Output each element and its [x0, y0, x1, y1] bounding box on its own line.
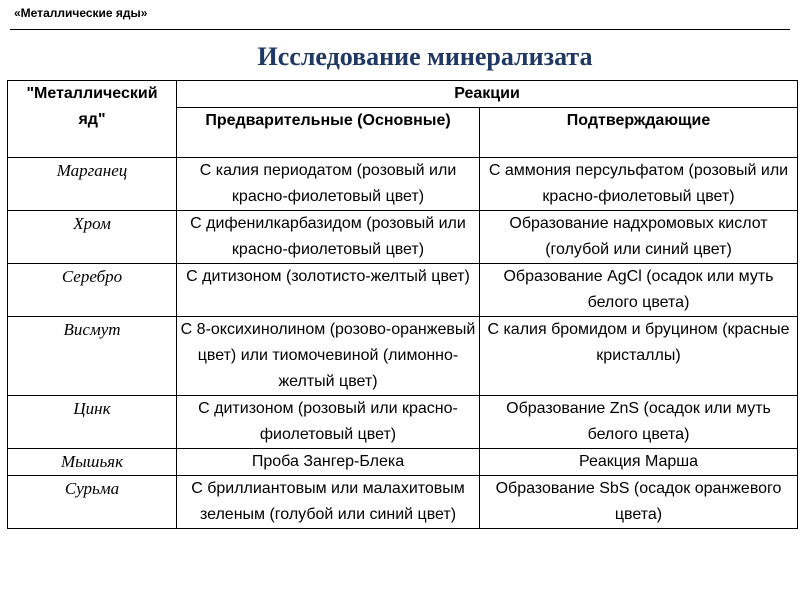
preliminary-reaction: С дифенилкарбазидом (розовый или красно-фиолетовый цвет)	[177, 211, 480, 264]
confirming-reaction: С аммония персульфатом (розовый или красно-фиолетовый цвет)	[480, 158, 798, 211]
table-row	[8, 317, 798, 396]
confirming-reaction: С калия бромидом и бруцином (красные кристаллы)	[480, 317, 798, 396]
preliminary-reaction: С 8-оксихинолином (розово-оранжевый цвет) или тиомочевиной (лимонно-желтый цвет)	[177, 317, 480, 396]
metal-name: Мышьяк	[8, 449, 177, 476]
page-title: Исследование минерализата	[257, 42, 593, 71]
metal-name: Серебро	[8, 264, 177, 317]
preliminary-reaction: С калия периодатом (розовый или красно-фиолетовый цвет)	[177, 158, 480, 211]
reactions-table	[7, 80, 798, 529]
confirming-reaction: Образование ZnS (осадок или муть белого цвета)	[480, 396, 798, 449]
column-header-reactions: Реакции	[177, 81, 798, 108]
table-body	[8, 158, 798, 529]
confirming-reaction: Образование AgCl (осадок или муть белого цвета)	[480, 264, 798, 317]
table-row	[8, 158, 798, 211]
column-header-preliminary: Предварительные (Основные)	[177, 108, 480, 158]
table-row	[8, 211, 798, 264]
table-header-row	[8, 81, 798, 108]
preliminary-reaction: С дитизоном (золотисто-желтый цвет)	[177, 264, 480, 317]
table-row	[8, 449, 798, 476]
preliminary-reaction: С бриллиантовым или малахитовым зеленым (голубой или синий цвет)	[177, 476, 480, 529]
metal-name: Марганец	[8, 158, 177, 211]
preliminary-reaction: С дитизоном (розовый или красно-фиолетовый цвет)	[177, 396, 480, 449]
table-row	[8, 396, 798, 449]
metal-name: Висмут	[8, 317, 177, 396]
metal-name: Цинк	[8, 396, 177, 449]
metal-name: Хром	[8, 211, 177, 264]
confirming-reaction: Образование SbS (осадок оранжевого цвета)	[480, 476, 798, 529]
column-header-metal: "Металлический яд"	[8, 81, 177, 158]
confirming-reaction: Образование надхромовых кислот (голубой или синий цвет)	[480, 211, 798, 264]
header-divider	[10, 29, 790, 30]
header-label: «Металлические яды»	[14, 6, 148, 20]
column-header-confirming: Подтверждающие	[480, 108, 798, 158]
table-row	[8, 264, 798, 317]
confirming-reaction: Реакция Марша	[480, 449, 798, 476]
preliminary-reaction: Проба Зангер-Блека	[177, 449, 480, 476]
table-row	[8, 476, 798, 529]
metal-name: Сурьма	[8, 476, 177, 529]
